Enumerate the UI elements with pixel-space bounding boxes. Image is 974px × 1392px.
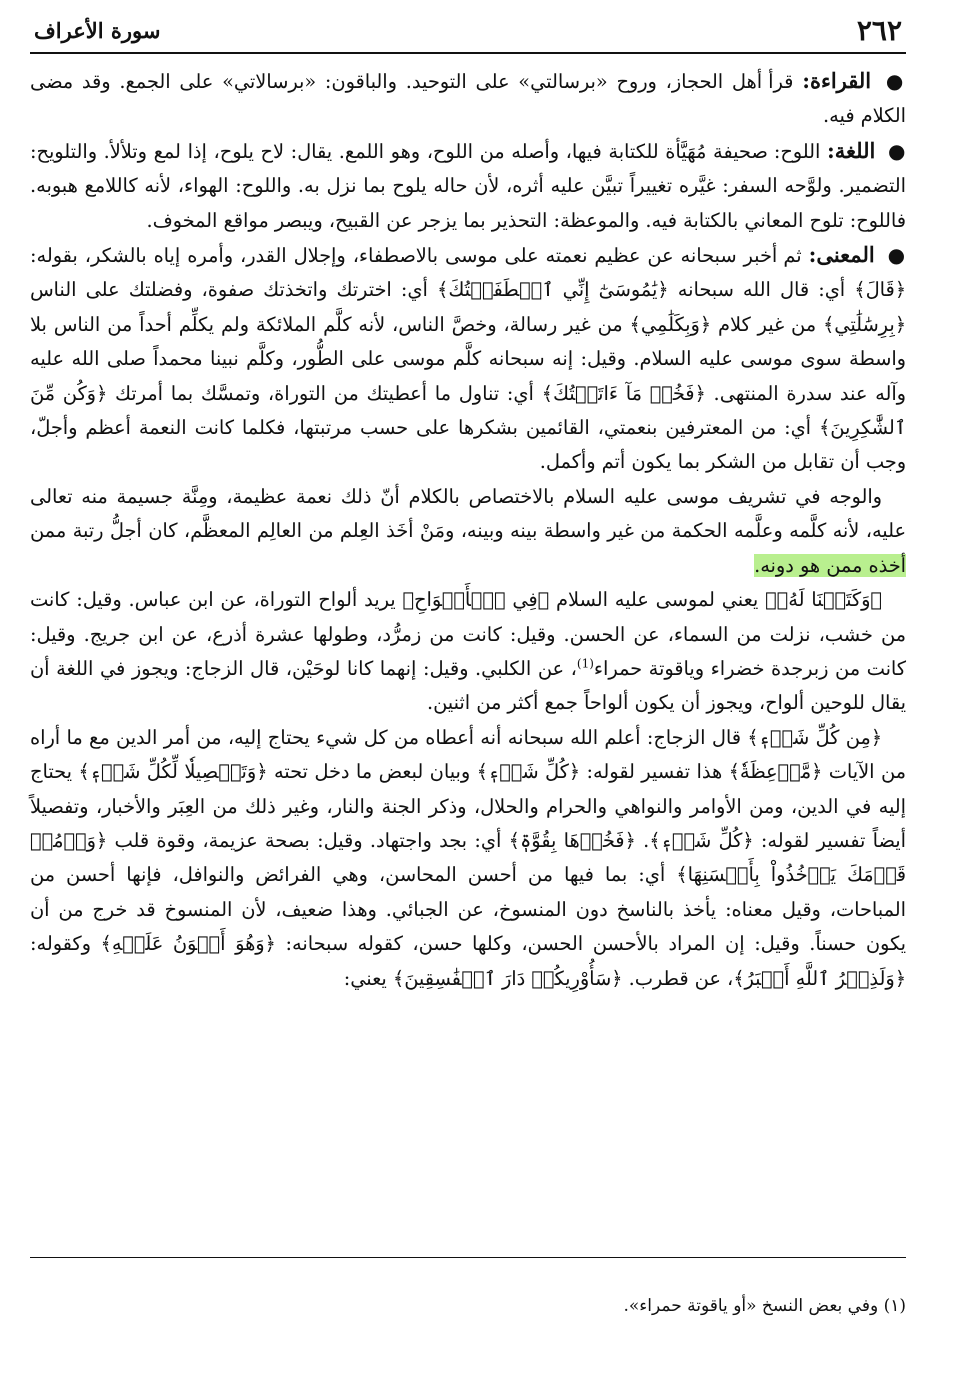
wajh-text: والوجه في تشريف موسى عليه السلام بالاختصاص بالكلام أنّ ذلك نعمة عظيمة، ومِنَّة جسيمة منه تعالى عليه، لأنه كلَّمه وعلَّمه الحكمة من غير واسطة بينه وبينه، ومَنْ أخَذ العِلم من العالِم المعظَّم، كان أجلُّ رتبة ممن — [30, 484, 906, 543]
katabna-text: ﴿وَكَتَبۡنَا لَهُۥ﴾ يعني لموسى عليه السلام ﴿فِي ٱلۡأَلۡوَاحِ﴾ يريد ألواح التوراة، عن ابن عباس. وقيل: كانت من خشب، نزلت من السماء، عن الحسن. وقيل: كانت من زمرُّد، وطولها عشرة أذرع، عن ابن جريج. وقيل: كانت من زبرجدة خضراء وياقوتة حمراء — [30, 588, 906, 680]
surah-title: سورة الأعراف — [34, 18, 161, 43]
qiraah-paragraph — [30, 64, 906, 134]
footnote-marker: (1) — [576, 656, 594, 671]
min-kulli-text: ﴿مِن كُلِّ شَيۡءٖ﴾ قال الزجاج: أعلم الله سبحانه أنه أعطاه من كل شيء يحتاج إليه، من أمر الدين مع ما أراه من الآيات ﴿مَّوۡعِظَةٗ﴾ هذا تفسير لقوله: ﴿كُلِّ شَيۡءٖ﴾ وبيان لبعض ما دخل تحته ﴿وَتَفۡصِيلٗا لِّكُلِّ شَيۡءٖ﴾ يحتاج إليه في الدين، ومن الأوامر والنواهي والحرام والحلال، وذكر الجنة والنار، وغير ذلك من العِبَر والأخبار، وتفصيلاً أيضاً تفسير لقوله: ﴿كُلِّ شَيۡءٖ﴾. ﴿فَخُذۡهَا بِقُوَّةٖ﴾ أي: بجد واجتهاد. وقيل: بصحة عزيمة، وقوة قلب ﴿وَأۡمُرۡ قَوۡمَكَ يَأۡخُذُواْ بِأَحۡسَنِهَا﴾ أي: بما فيها من أحسن المحاسن، وهي الفرائض والنوافل، فإنها أحسن من المباحات، وقيل معناه: يأخذ بالناسخ دون المنسوخ، عن الجبائي. وهذا ضعيف، لأن المنسوخ قد خرج من أن يكون حسناً. وقيل: إن المراد بالأحسن الحسن، وكلها حسن، كقوله سبحانه: ﴿وَهُوَ أَهۡوَنُ عَلَيۡهِ﴾ وكقوله: ﴿وَلَذِكۡرُ ٱللَّهِ أَكۡبَرُ﴾، عن قطرب. ﴿سَأُوْرِيكُمۡ دَارَ ٱلۡفَٰسِقِينَ﴾ يعني: — [30, 725, 906, 990]
qiraah-heading: القراءة: — [802, 68, 872, 93]
page-header — [30, 12, 906, 54]
bullet-icon: ● — [885, 69, 906, 93]
min-kulli-paragraph — [30, 721, 906, 996]
qiraah-text: قرأ أهل الحجاز، وروح «برسالتي» على التوحيد. والباقون: «برسالاتي» على الجمع. وقد مضى الكلام فيه. — [30, 70, 906, 128]
katabna-paragraph — [30, 583, 906, 721]
bullet-icon: ● — [888, 138, 906, 163]
lughah-text: اللوح: صحيفة مُهَيَّأة للكتابة فيها، وأصله من اللوح، وهو اللمع. يقال: لاح يلوح، إذا لمع وتلألأ. والتلويح: التضمير. ولوَّحه السفر: غيَّره تغييراً تبيَّن عليه أثره، لأن حاله يلوح بما نزل به. واللوح: الهواء، لأنه كاللامع هبوبه. فاللوح: تلوح المعاني بالكتابة فيه. والموعظة: التحذير بما يزجر عن القبيح، ويبصر مواقع المخوف. — [30, 139, 906, 232]
bullet-icon: ● — [887, 243, 906, 268]
page — [30, 12, 906, 1372]
highlighted-text: أخذه ممن هو دونه. — [754, 553, 906, 577]
maana-heading: المعنى: — [808, 242, 875, 268]
footnote-divider — [30, 1257, 906, 1258]
maana-text: ثم أخبر سبحانه عن عظيم نعمته على موسى بالاصطفاء، وإجلال القدر، وأمره إياه بالشكر، بقوله: ﴿قَالَ﴾ أي: قال الله سبحانه ﴿يَٰمُوسَىٰٓ إِنِّي ٱصۡطَفَيۡتُكَ﴾ أي: اخترتك واتخذتك صفوة، وفضلتك على الناس ﴿بِرِسَٰلَٰتِي﴾ من غير كلام ﴿وَبِكَلَٰمِي﴾ من غير رسالة، وخصَّ الناس، لأنه كلَّم الملائكة ولم يكلِّم أحداً من الناس بلا واسطة سوى موسى عليه السلام. وقيل: إنه سبحانه كلَّم موسى على الطُّور، وكلَّم نبينا محمداً صلى الله عليه وآله عند سدرة المنتهى. ﴿فَخُذۡ مَآ ءَاتَيۡتُكَ﴾ أي: تناول ما أعطيتك من التوراة، وتمسَّك بما أمرتك ﴿وَكُن مِّنَ ٱلشَّٰكِرِينَ﴾ أي: من المعترفين بنعمتي، القائمين بشكرها على حسب مرتبتها، فكلما كانت النعمة أعظم وأجلّ، وجب أن تقابل من الشكر بما يكون أتم وأكمل. — [30, 244, 906, 474]
page-body — [30, 64, 906, 996]
katabna-text-cont: ، عن الكلبي. وقيل: إنهما كانا لوحَيْن، قال الزجاج: ويجوز في اللغة أن يقال للوحين ألواح، ويجوز أن يكون ألواحاً جمع أكثر من اثنين. — [30, 656, 906, 715]
page-number: ٢٦٢ — [856, 14, 902, 47]
lughah-heading: اللغة: — [827, 137, 876, 163]
maana-paragraph — [30, 238, 906, 480]
lughah-paragraph — [30, 134, 906, 238]
wajh-paragraph — [30, 480, 906, 583]
footnote: (١) وفي بعض النسخ «أو ياقوتة حمراء». — [623, 1296, 906, 1316]
